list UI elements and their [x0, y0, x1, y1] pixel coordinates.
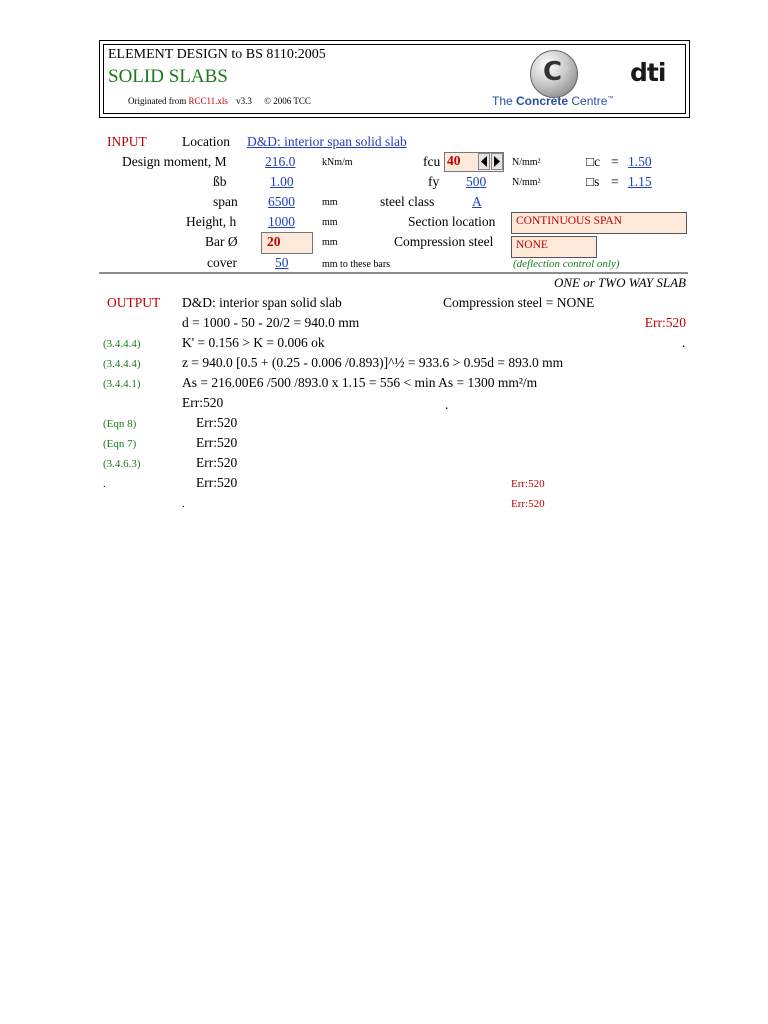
arrow-left-icon	[479, 154, 489, 169]
output-ref: (Eqn 7)	[103, 438, 137, 450]
compression-steel-summary: Compression steel = NONE	[443, 295, 595, 310]
bar-diameter-unit: mm	[322, 237, 338, 248]
design-moment-unit: kNm/m	[322, 157, 353, 168]
origin-line	[128, 96, 311, 106]
location-value[interactable]: D&D: interior span solid slab	[247, 134, 407, 149]
output-line-mark: .	[445, 397, 449, 412]
section-location-select[interactable]: CONTINUOUS SPAN	[511, 212, 687, 234]
gamma-c-symbol: □c	[586, 154, 601, 169]
gamma-c-equals: =	[611, 154, 619, 169]
output-line-error: Err:520	[196, 475, 238, 490]
output-line-error-right: Err:520	[511, 498, 545, 510]
fcu-value[interactable]: 40	[447, 153, 461, 168]
span-unit: mm	[322, 197, 338, 208]
compression-steel-label: Compression steel	[394, 234, 494, 249]
output-line-k: K' = 0.156 > K = 0.006 ok	[182, 335, 325, 350]
section-location-label: Section location	[408, 214, 496, 229]
design-moment-value[interactable]: 216.0	[265, 154, 296, 169]
output-line-as: As = 216.00E6 /500 /893.0 x 1.15 = 556 < min As = 1300 mm²/m	[182, 375, 538, 390]
design-moment-label: Design moment, M	[122, 154, 227, 169]
output-line-error: Err:520	[196, 435, 238, 450]
height-value[interactable]: 1000	[268, 214, 295, 229]
slab-type-label: ONE or TWO WAY SLAB	[554, 275, 686, 290]
gamma-s-value[interactable]: 1.15	[628, 174, 652, 189]
element-design-title: ELEMENT DESIGN to BS 8110:2005	[108, 47, 326, 62]
fcu-unit: N/mm²	[512, 157, 541, 168]
output-title: D&D: interior span solid slab	[182, 295, 342, 310]
version-label: v3.3	[236, 96, 252, 106]
output-line-error-right: Err:520	[511, 478, 545, 490]
output-ref: (3.4.4.4)	[103, 338, 141, 350]
height-label: Height, h	[186, 214, 237, 229]
gamma-s-symbol: □s	[586, 174, 600, 189]
input-section-label: INPUT	[107, 134, 147, 149]
height-unit: mm	[322, 217, 338, 228]
origin-prefix: Originated from	[128, 96, 189, 106]
fy-value[interactable]: 500	[466, 174, 487, 189]
bar-diameter-label: Bar Ø	[205, 234, 238, 249]
page-title: SOLID SLABS	[108, 66, 228, 87]
output-line-error: Err:520	[196, 455, 238, 470]
fcu-decrement-button[interactable]	[478, 153, 490, 170]
output-line-error: Err:520	[182, 395, 224, 410]
fcu-label: fcu	[423, 154, 441, 169]
output-section-label: OUTPUT	[107, 295, 161, 310]
compression-steel-select[interactable]: NONE	[511, 236, 597, 258]
output-ref: (Eqn 8)	[103, 418, 137, 430]
cover-unit: mm to these bars	[322, 259, 391, 270]
deflection-note: (deflection control only)	[513, 258, 620, 270]
location-label: Location	[182, 134, 230, 149]
gamma-s-equals: =	[611, 174, 619, 189]
beta-b-value[interactable]: 1.00	[270, 174, 294, 189]
cover-label: cover	[207, 255, 237, 270]
span-label: span	[213, 194, 238, 209]
output-ref: (3.4.4.1)	[103, 378, 141, 390]
beta-b-label: ßb	[213, 174, 227, 189]
steel-class-value[interactable]: A	[472, 194, 482, 209]
steel-class-label: steel class	[380, 194, 435, 209]
origin-file: RCC11.xls	[188, 96, 228, 106]
span-value[interactable]: 6500	[268, 194, 295, 209]
output-ref: .	[182, 498, 185, 510]
concrete-centre-c-icon: C	[543, 57, 563, 87]
output-ref: (3.4.4.4)	[103, 358, 141, 370]
fy-label: fy	[428, 174, 440, 189]
output-line-k-mark: .	[682, 335, 686, 350]
dti-logo: dti	[630, 58, 666, 87]
output-ref: .	[103, 478, 106, 490]
section-divider	[99, 272, 688, 274]
copyright-label: © 2006 TCC	[264, 96, 311, 106]
concrete-centre-wordmark: The Concrete Centre™	[492, 94, 614, 108]
cover-value[interactable]: 50	[275, 255, 289, 270]
output-line-error: Err:520	[196, 415, 238, 430]
output-line-d-error: Err:520	[644, 315, 686, 330]
bar-diameter-value[interactable]: 20	[267, 234, 281, 249]
arrow-right-icon	[492, 154, 502, 169]
output-line-d: d = 1000 - 50 - 20/2 = 940.0 mm	[182, 315, 360, 330]
gamma-c-value[interactable]: 1.50	[628, 154, 652, 169]
fcu-increment-button[interactable]	[491, 153, 503, 170]
output-ref: (3.4.6.3)	[103, 458, 141, 470]
fy-unit: N/mm²	[512, 177, 541, 188]
output-line-z: z = 940.0 [0.5 + (0.25 - 0.006 /0.893)]^½ = 933.6 > 0.95d = 893.0 mm	[182, 355, 564, 370]
